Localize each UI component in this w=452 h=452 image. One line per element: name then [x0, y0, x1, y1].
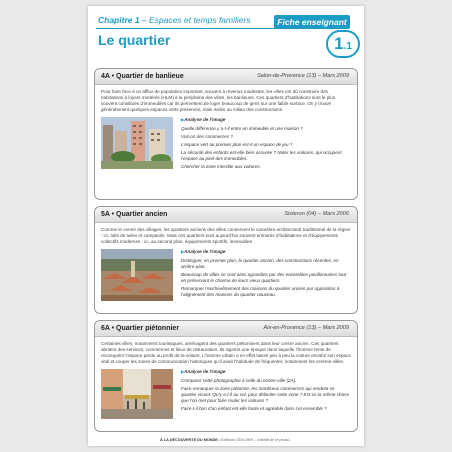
- section-header: [95, 69, 357, 85]
- section-body: [95, 337, 357, 425]
- analysis-title: ▶ Analyse de l’image: [181, 117, 351, 123]
- section-intro: Comme le centre des villages, les quartiers anciens des villes conservent le caractère architectural traditionnel de la région : ici, toits de tuiles et campanile. Mais ces quartiers sont aujourd’hui souvent entourés d’habitations et d’équipements collectifs modernes : ici, au second plan, équipements sportifs, immeubles.: [101, 227, 351, 244]
- analysis-title: ▶ Analyse de l’image: [181, 249, 351, 255]
- section-content-row: [101, 117, 351, 172]
- chapter-title: – Espaces et temps familiers: [139, 15, 251, 25]
- section-5a: [94, 206, 358, 314]
- question: Distinguer, en premier plan, le quartier ancien, des constructions récentes, en arrière-plan.: [181, 258, 339, 269]
- section-intro: Pour faire face à un afflux de population important, souvent à revenus modestes, les villes ont dû construire des habitations à loyers modérés (HLM) à la périphérie des villes, les banlieues. Ces quartiers d’habitations sont le plus souvent constitués d’immeubles car ils permettent de loger beaucoup de gens sur une faible surface. On y trouve généralement quelques espaces verts préservés, mais isolés au milieu des constructions.: [101, 89, 336, 112]
- analysis-block: [181, 249, 351, 303]
- section-location: Aix-en-Provence (13) – Mars 2009: [263, 325, 349, 331]
- question: Voit-on des commerces ?: [181, 134, 233, 139]
- section-title: 6A • Quartier piétonnier: [101, 325, 180, 332]
- analysis-title: ▶ Analyse de l’image: [181, 369, 351, 375]
- page-title: Le quartier: [98, 32, 171, 48]
- section-body: [95, 223, 357, 307]
- section-body: [95, 85, 357, 176]
- question: Chercher la zone interdite aux voitures.: [181, 164, 261, 169]
- photo-quartier-pietonnier: [101, 369, 173, 421]
- section-title: 5A • Quartier ancien: [101, 211, 168, 218]
- section-header: [95, 321, 357, 337]
- document-page: [88, 6, 364, 446]
- chapter-heading: [98, 15, 251, 25]
- section-content-row: [101, 249, 351, 303]
- section-intro: Certaines villes, notamment touristiques, aménagent des quartiers piétonniers dans leur centre ancien. Ces quartiers abritent des services, commerces et lieux de restauration. Ils signent une époque dans laquelle l’homme tente de reconquérir l’espace perdu au profit de la voiture. L’homme urbain a en effet laissé peu à peu la voiture envahir son espace vital et couper les zones de communication historiques qu’il avait l’habitude de fréquenter, notamment les centres-villes.: [101, 341, 351, 364]
- question: Faire-t-il bon d’un enfant est-elle facile et agréable dans cet ensemble ?: [181, 406, 327, 411]
- question: Quelle différence y a-t-il entre un immeuble et une maison ?: [181, 126, 303, 131]
- photo-quartier-ancien: [101, 249, 173, 303]
- section-title: 4A • Quartier de banlieue: [101, 73, 184, 80]
- analysis-block: [181, 117, 351, 172]
- chapter-badge: [326, 30, 360, 58]
- section-header: [95, 207, 357, 223]
- section-location: Sisteron (04) – Mars 2006: [284, 211, 349, 217]
- question: Remarquer l’enchevêtrement des maisons du quartier ancien par opposition à l’alignement des maisons du quartier nouveau.: [181, 286, 340, 297]
- badge-sub: .1: [343, 41, 352, 52]
- section-content-row: [101, 369, 351, 421]
- section-4a: [94, 68, 358, 200]
- page-footer: [96, 438, 356, 442]
- question: Comparer cette photographie à celle du centre-ville (2A).: [181, 378, 297, 383]
- section-6a: [94, 320, 358, 432]
- section-location: Salon-de-Provence (13) – Mars 2009: [256, 73, 349, 79]
- question: L’espace vert au premier plan est-il un espace de jeu ?: [181, 142, 293, 147]
- question: La sécurité des enfants est-elle bien assurée ? Noter les voitures, qui occupent l’espace au pied des immeubles.: [181, 150, 342, 161]
- analysis-block: [181, 369, 351, 421]
- photo-banlieue: [101, 117, 173, 172]
- question: Beaucoup de villes se sont ainsi agrandies par des ensembles pavillonnaires tout en préservant le charme de leurs vieux quartiers.: [181, 272, 347, 283]
- footer-brand: À LA DÉCOUVERTE DU MONDE: [159, 438, 218, 442]
- fiche-label: Fiche enseignant: [274, 15, 350, 29]
- footer-rest: • Éditions ODILON® – Interdit de le photo...: [217, 438, 293, 442]
- chapter-label: Chapitre 1: [98, 15, 140, 25]
- question: Faire remarquer la zone piétonne, les nombreux commerces qui rendent ce quartier vivant. Qu’y a-t-il au sol, pour délimiter cette zone ? Est-ce la même chose que l’on met pour faire rouler les voitures ?: [181, 386, 349, 403]
- badge-main: 1: [334, 34, 344, 53]
